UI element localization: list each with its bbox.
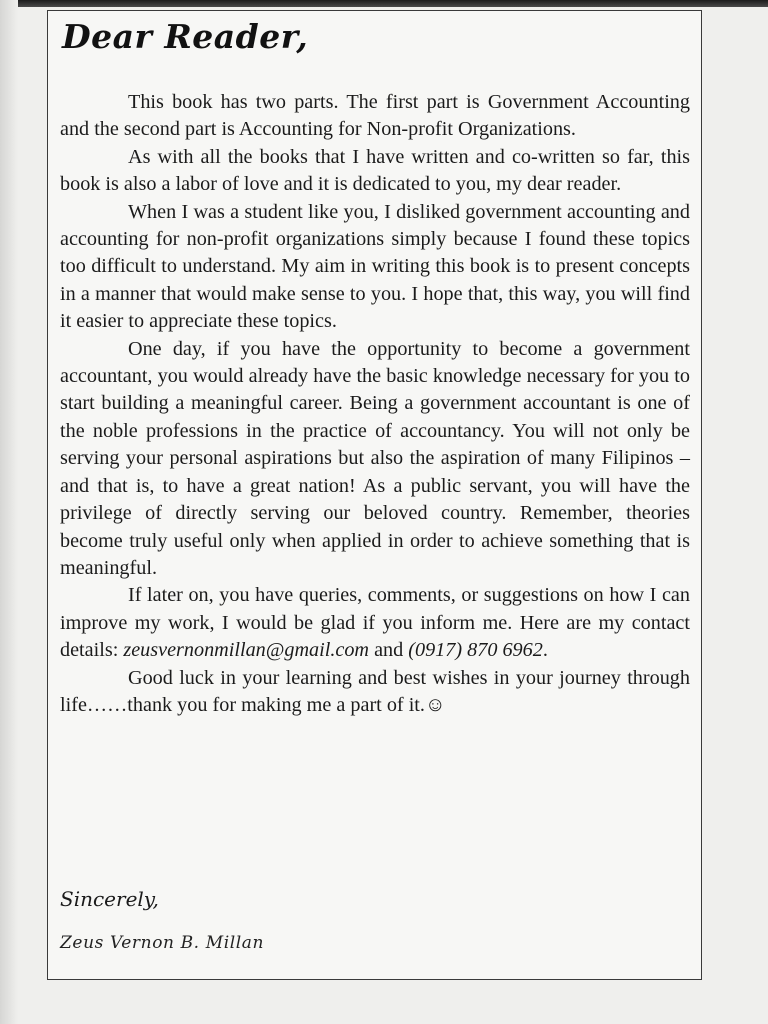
paragraph-5-text: If later on, you have queries, comments, or suggestions on how I can improve my work, I would be glad if you inform me. Here are my contact details: [60, 584, 690, 662]
paragraph-3: When I was a student like you, I disliked government accounting and accounting for non-profit organizations simply because I found these topics too difficult to understand. My aim in writing this book is to present concepts in a manner that would make sense to you. I hope that, this way, you will find it easier to appreciate these topics. [60, 200, 690, 333]
salutation-heading: Dear Reader, [62, 17, 309, 56]
paragraph-5-and: and [369, 639, 409, 662]
paragraph-5-end: . [542, 639, 548, 662]
letter-body [60, 89, 690, 719]
page-gutter-shadow [0, 0, 18, 1024]
contact-phone: (0917) 870 6962 [408, 639, 543, 662]
paragraph-4: One day, if you have the opportunity to become a government accountant, you would already have the basic knowledge necessary for you to start building a meaningful career. Being a government accountant is one of the noble professions in the practice of accountancy. You will not only be serving your personal aspirations but also the aspiration of many Filipinos – and that is, to have a great nation! As a public servant, you will have the privilege of directly serving our beloved country. Remember, theories become truly useful only when applied in order to achieve something that is meaningful. [60, 337, 690, 579]
paragraph-1: This book has two parts. The first part is Government Accounting and the second part is Accounting for Non-profit Organizations. [60, 91, 690, 141]
page-edge [0, 0, 768, 7]
paragraph-6: Good luck in your learning and best wishes in your journey through life……thank you for making me a part of it.☺ [60, 666, 690, 716]
letter-frame [47, 10, 702, 980]
paragraph-5 [60, 582, 690, 664]
signature: Zeus Vernon B. Millan [60, 933, 265, 953]
closing: Sincerely, [60, 887, 159, 911]
contact-email: zeusvernonmillan@gmail.com [123, 639, 370, 662]
paragraph-2: As with all the books that I have written and co-written so far, this book is also a labor of love and it is dedicated to you, my dear reader. [60, 145, 690, 196]
